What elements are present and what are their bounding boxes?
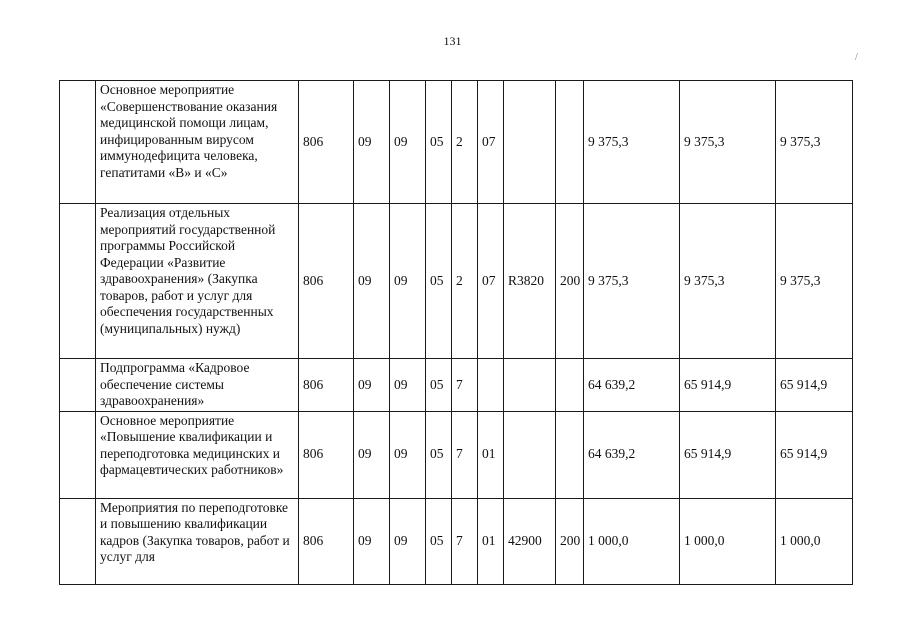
amount-year-1: 1 000,0: [584, 498, 680, 584]
ministry-code: 806: [299, 359, 354, 412]
item-name: Подпрограмма «Кадровое обеспечение системы здравоохранения»: [96, 359, 299, 412]
direction-code: R3820: [504, 204, 556, 359]
subprogram-code: 7: [452, 359, 478, 412]
section-code: 09: [354, 359, 390, 412]
table-row: [60, 204, 853, 359]
amount-year-2: 65 914,9: [680, 359, 776, 412]
table-row: [60, 411, 853, 498]
row-number-cell: [60, 204, 96, 359]
row-number-cell: [60, 411, 96, 498]
expense-type-code: [556, 359, 584, 412]
expense-type-code: 200: [556, 498, 584, 584]
section-code: 09: [354, 411, 390, 498]
subprogram-code: 2: [452, 204, 478, 359]
amount-year-2: 9 375,3: [680, 81, 776, 204]
amount-year-2: 1 000,0: [680, 498, 776, 584]
amount-year-3: 65 914,9: [776, 359, 853, 412]
ministry-code: 806: [299, 204, 354, 359]
table-row: [60, 81, 853, 204]
event-code: [478, 359, 504, 412]
subprogram-code: 2: [452, 81, 478, 204]
section-code: 09: [354, 204, 390, 359]
amount-year-1: 9 375,3: [584, 81, 680, 204]
row-number-cell: [60, 81, 96, 204]
subsection-code: 09: [390, 204, 426, 359]
item-name: Мероприятия по переподготовке и повышению квалификации кадров (Закупка товаров, работ и услуг для: [96, 498, 299, 584]
event-code: 01: [478, 411, 504, 498]
program-code: 05: [426, 81, 452, 204]
program-code: 05: [426, 359, 452, 412]
subsection-code: 09: [390, 81, 426, 204]
item-name: Реализация отдельных мероприятий государственной программы Российской Федерации «Развитие здравоохранения» (Закупка товаров, работ и услуг для обеспечения государственных (муниципальных) нужд): [96, 204, 299, 359]
amount-year-1: 64 639,2: [584, 359, 680, 412]
direction-code: [504, 81, 556, 204]
event-code: 01: [478, 498, 504, 584]
ministry-code: 806: [299, 498, 354, 584]
subsection-code: 09: [390, 411, 426, 498]
program-code: 05: [426, 204, 452, 359]
amount-year-2: 9 375,3: [680, 204, 776, 359]
expense-type-code: 200: [556, 204, 584, 359]
subprogram-code: 7: [452, 411, 478, 498]
program-code: 05: [426, 411, 452, 498]
event-code: 07: [478, 204, 504, 359]
amount-year-3: 9 375,3: [776, 204, 853, 359]
item-name: Основное мероприятие «Совершенствование оказания медицинской помощи лицам, инфицированным вирусом иммунодефицита человека, гепатитами «В» и «С»: [96, 81, 299, 204]
section-code: 09: [354, 81, 390, 204]
amount-year-2: 65 914,9: [680, 411, 776, 498]
program-code: 05: [426, 498, 452, 584]
subprogram-code: 7: [452, 498, 478, 584]
table-row: [60, 359, 853, 412]
item-name: Основное мероприятие «Повышение квалификации и переподготовка медицинских и фармацевтических работников»: [96, 411, 299, 498]
ministry-code: 806: [299, 81, 354, 204]
amount-year-3: 1 000,0: [776, 498, 853, 584]
row-number-cell: [60, 359, 96, 412]
ministry-code: 806: [299, 411, 354, 498]
row-number-cell: [60, 498, 96, 584]
direction-code: 42900: [504, 498, 556, 584]
event-code: 07: [478, 81, 504, 204]
section-code: 09: [354, 498, 390, 584]
expense-type-code: [556, 81, 584, 204]
amount-year-1: 9 375,3: [584, 204, 680, 359]
page-number: 131: [443, 34, 462, 48]
budget-table: [59, 80, 853, 585]
direction-code: [504, 359, 556, 412]
direction-code: [504, 411, 556, 498]
subsection-code: 09: [390, 498, 426, 584]
amount-year-1: 64 639,2: [584, 411, 680, 498]
amount-year-3: 9 375,3: [776, 81, 853, 204]
table-row: [60, 498, 853, 584]
amount-year-3: 65 914,9: [776, 411, 853, 498]
expense-type-code: [556, 411, 584, 498]
scan-mark: /: [855, 52, 858, 63]
subsection-code: 09: [390, 359, 426, 412]
